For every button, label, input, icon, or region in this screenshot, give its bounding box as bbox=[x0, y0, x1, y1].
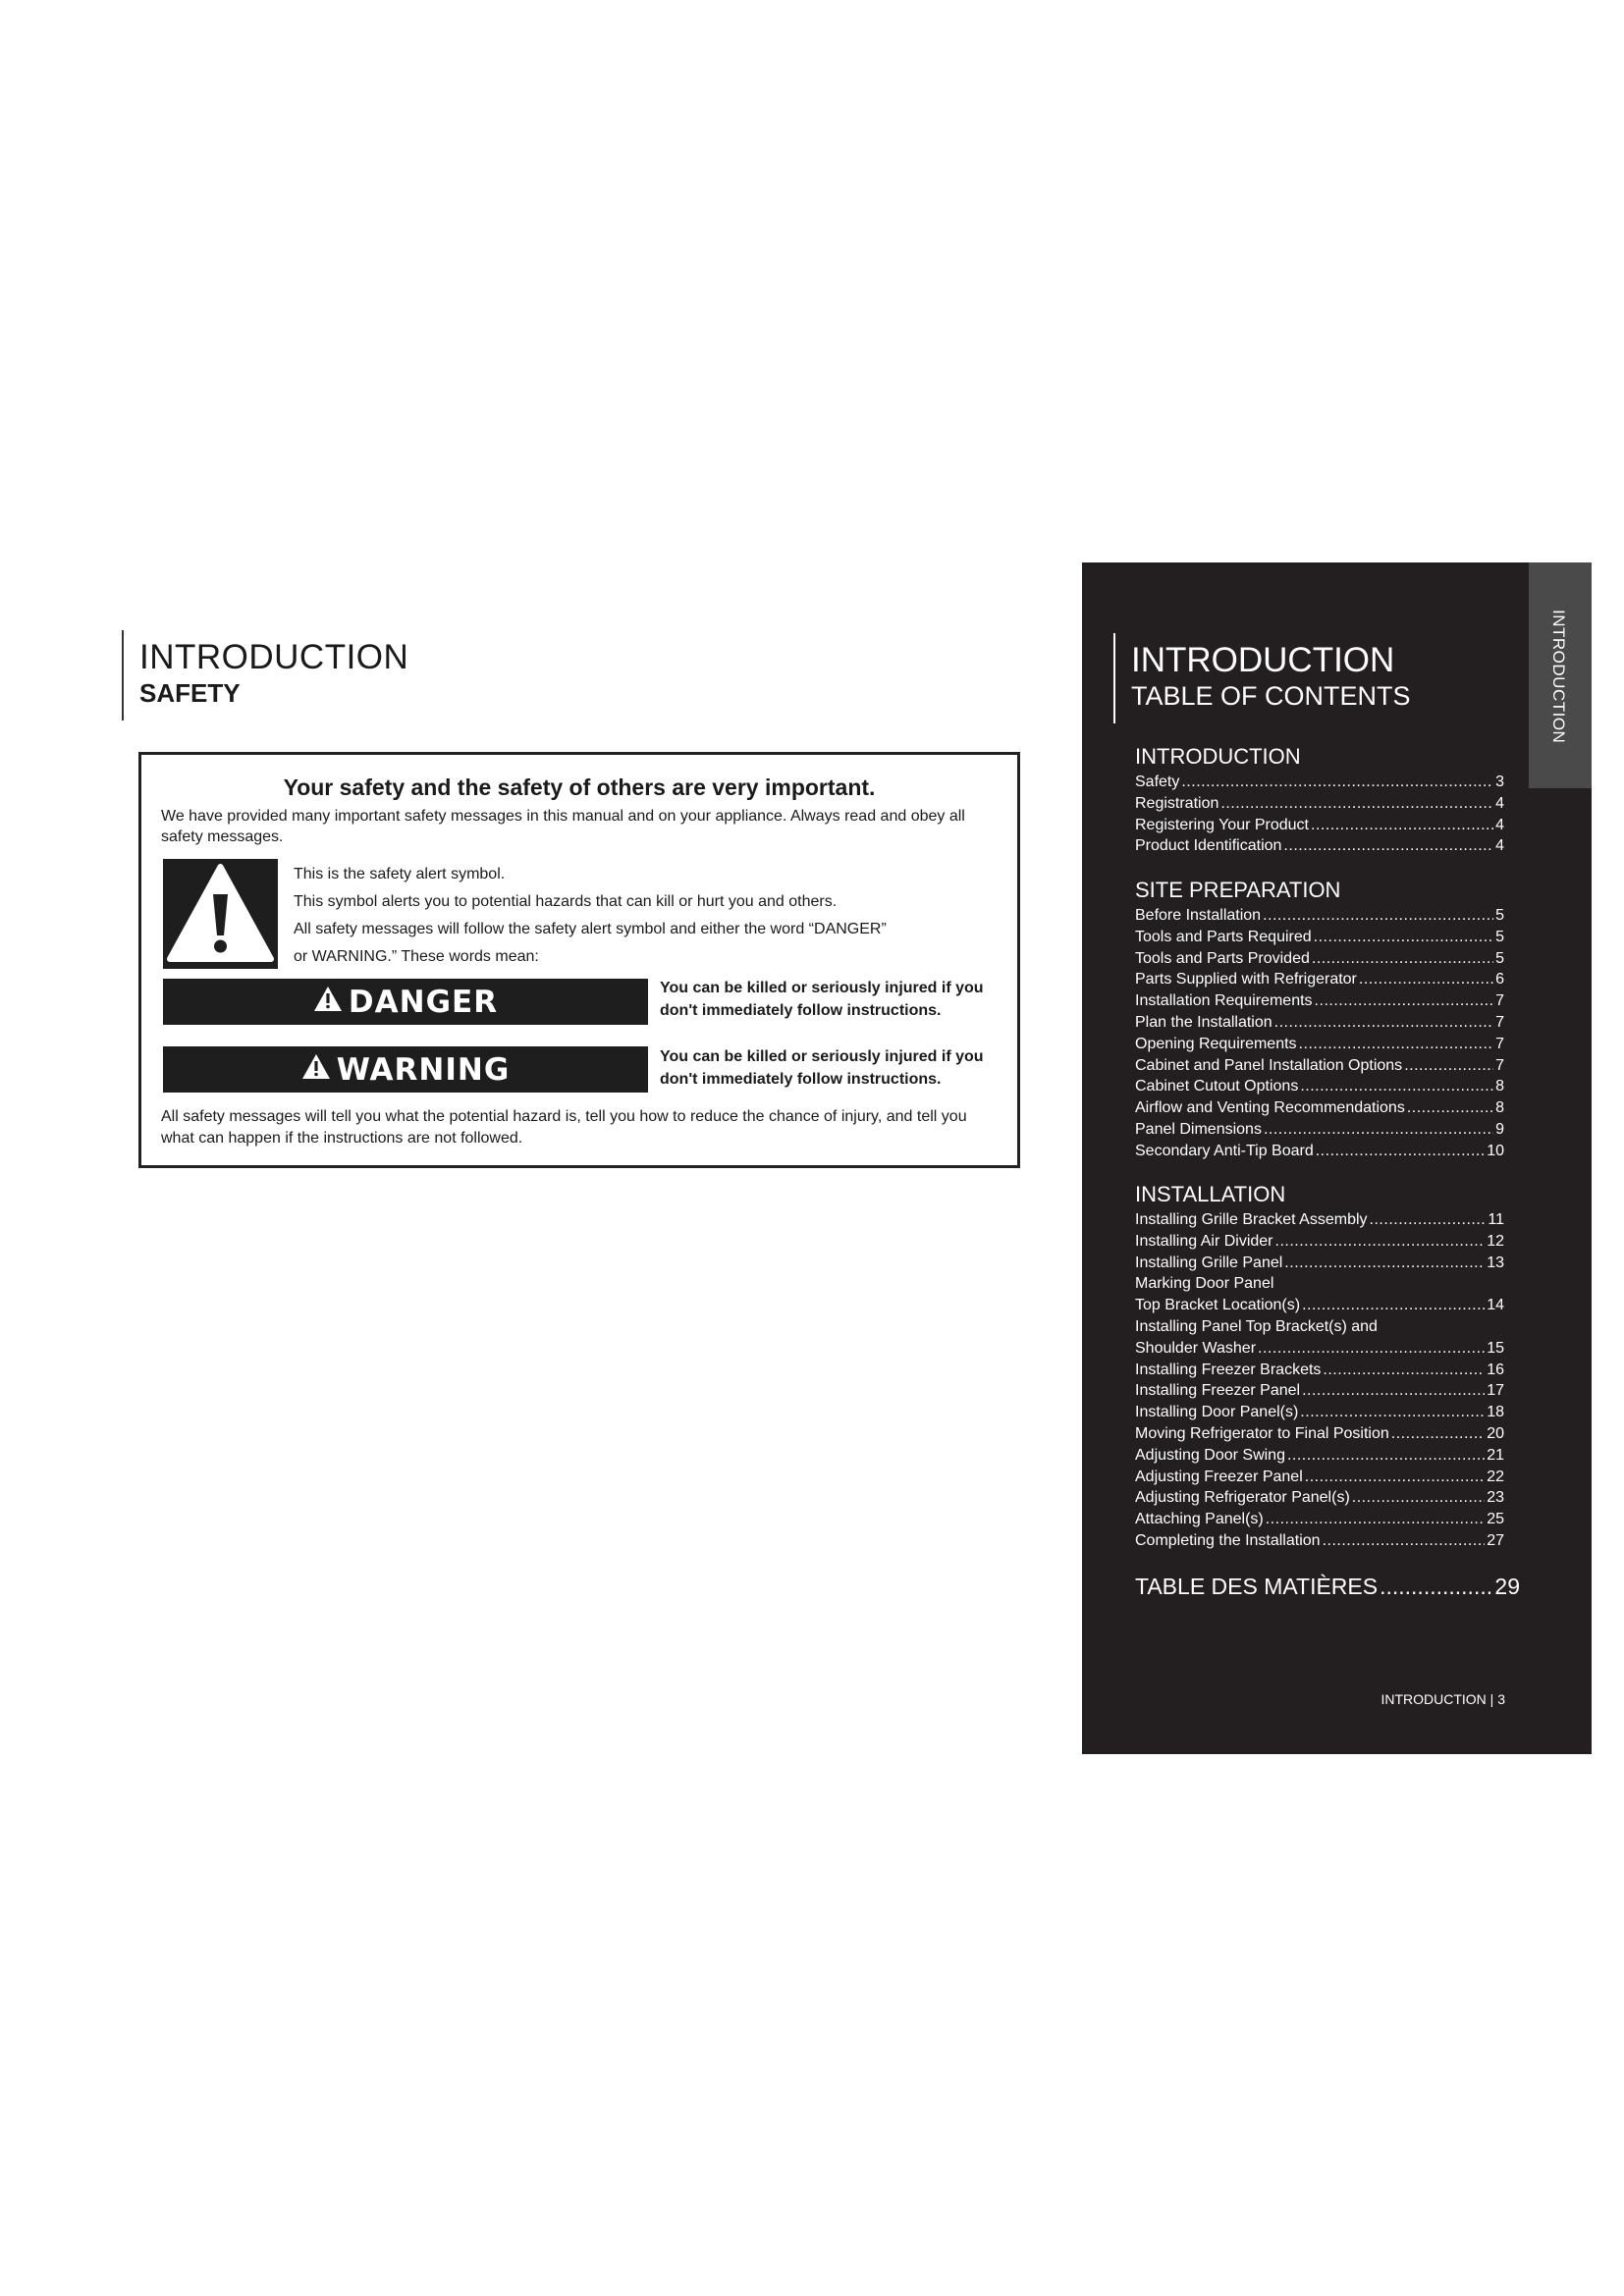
toc-item-label: Top Bracket Location(s) bbox=[1135, 1297, 1301, 1314]
toc-item-label: Installing Freezer Brackets bbox=[1135, 1361, 1322, 1378]
toc-item[interactable] bbox=[1135, 990, 1504, 1012]
toc-item-page: 16 bbox=[1487, 1361, 1504, 1378]
toc-item[interactable] bbox=[1135, 1445, 1504, 1467]
toc-item-label: Safety bbox=[1135, 774, 1180, 790]
toc-item[interactable] bbox=[1135, 1097, 1504, 1119]
toc-item-label: Tools and Parts Provided bbox=[1135, 949, 1310, 967]
toc-item-page: 8 bbox=[1495, 1078, 1504, 1095]
toc-french-page: 29 bbox=[1494, 1574, 1520, 1599]
side-tab[interactable] bbox=[1529, 562, 1592, 788]
toc-item[interactable] bbox=[1135, 1530, 1504, 1552]
toc-item-label: Adjusting Door Swing bbox=[1135, 1446, 1285, 1464]
toc-item-label: Secondary Anti-Tip Board bbox=[1135, 1142, 1314, 1159]
toc-item-page: 27 bbox=[1487, 1531, 1504, 1549]
toc-item[interactable] bbox=[1135, 1295, 1504, 1316]
toc-item-label: Plan the Installation bbox=[1135, 1013, 1272, 1031]
toc-item[interactable] bbox=[1135, 1423, 1504, 1445]
toc-item-page: 4 bbox=[1495, 816, 1504, 833]
toc-item-page: 11 bbox=[1488, 1211, 1504, 1228]
warning-banner bbox=[163, 1046, 648, 1093]
toc-item-page: 23 bbox=[1487, 1489, 1504, 1507]
toc-page-title: INTRODUCTION bbox=[1131, 641, 1395, 679]
toc-item-page: 25 bbox=[1487, 1511, 1504, 1528]
toc-item[interactable] bbox=[1135, 1209, 1504, 1231]
safety-message-box bbox=[138, 752, 1020, 1168]
toc-item-label: Airflow and Venting Recommendations bbox=[1135, 1099, 1405, 1117]
toc-item-label: Installing Grille Bracket Assembly bbox=[1135, 1211, 1368, 1228]
warning-triangle-icon bbox=[301, 1052, 331, 1088]
toc-item-label: Registering Your Product bbox=[1135, 816, 1309, 833]
toc-item-label: Opening Requirements bbox=[1135, 1035, 1297, 1052]
toc-item-page: 9 bbox=[1495, 1120, 1504, 1138]
toc-item-label: Tools and Parts Required bbox=[1135, 928, 1312, 945]
safety-intro: We have provided many important safety messages in this manual and on your appliance. Always read and obey all safety messages. bbox=[161, 808, 965, 845]
toc-item-label: Completing the Installation bbox=[1135, 1531, 1321, 1549]
toc-item-label: Product Identification bbox=[1135, 837, 1282, 855]
toc-item-label: Registration bbox=[1135, 794, 1219, 812]
toc-item-page: 17 bbox=[1487, 1382, 1504, 1400]
toc-item[interactable] bbox=[1135, 1487, 1504, 1509]
toc-item-page: 6 bbox=[1495, 971, 1504, 988]
toc-item-label: Adjusting Freezer Panel bbox=[1135, 1468, 1303, 1485]
section-subtitle: SAFETY bbox=[139, 678, 241, 708]
toc-item-label: Installing Freezer Panel bbox=[1135, 1382, 1301, 1400]
safety-alert-description bbox=[294, 861, 981, 971]
section-header bbox=[122, 630, 408, 721]
alert-line: This symbol alerts you to potential hazards that can kill or hurt you and others. bbox=[294, 893, 838, 910]
toc-item[interactable] bbox=[1135, 835, 1504, 857]
toc-item-page: 7 bbox=[1495, 1035, 1504, 1052]
toc-item[interactable] bbox=[1135, 927, 1504, 948]
toc-item-label: Shoulder Washer bbox=[1135, 1339, 1257, 1357]
page-footer: INTRODUCTION | 3 bbox=[1380, 1691, 1505, 1707]
toc-item-label: Installing Door Panel(s) bbox=[1135, 1404, 1299, 1421]
toc-item[interactable] bbox=[1135, 1076, 1504, 1097]
toc-item[interactable] bbox=[1135, 1119, 1504, 1141]
toc-french-label: TABLE DES MATIÈRES bbox=[1135, 1574, 1379, 1599]
alert-line: All safety messages will follow the safety alert symbol and either the word “DANGER” bbox=[294, 921, 887, 937]
toc-item[interactable] bbox=[1135, 1273, 1504, 1295]
safety-alert-icon bbox=[163, 859, 278, 969]
toc-item-page: 14 bbox=[1487, 1297, 1504, 1314]
toc-item-label: Installing Panel Top Bracket(s) and bbox=[1135, 1317, 1378, 1335]
toc-item-label: Cabinet and Panel Installation Options bbox=[1135, 1056, 1403, 1074]
toc-item[interactable] bbox=[1135, 815, 1504, 836]
toc-section-site-preparation bbox=[1135, 877, 1504, 1162]
toc-item-page: 5 bbox=[1495, 907, 1504, 924]
toc-item-page: 20 bbox=[1487, 1424, 1504, 1442]
toc-item-page: 7 bbox=[1495, 992, 1504, 1010]
table-of-contents-panel bbox=[1082, 562, 1592, 1754]
section-title: INTRODUCTION bbox=[139, 638, 409, 676]
toc-section-title: INTRODUCTION bbox=[1135, 744, 1301, 769]
toc-item-label: Panel Dimensions bbox=[1135, 1120, 1262, 1138]
toc-item-page: 7 bbox=[1495, 1056, 1504, 1074]
toc-item-page: 12 bbox=[1487, 1232, 1504, 1250]
toc-item-label: Marking Door Panel bbox=[1135, 1275, 1274, 1293]
danger-banner bbox=[163, 979, 648, 1025]
alert-line: or WARNING.” These words mean: bbox=[294, 948, 539, 965]
toc-item[interactable] bbox=[1135, 1012, 1504, 1034]
toc-item[interactable] bbox=[1135, 1360, 1504, 1381]
side-tab-label: INTRODUCTION bbox=[1549, 610, 1568, 744]
warning-label: WARNING bbox=[336, 1051, 511, 1088]
toc-item-label: Parts Supplied with Refrigerator bbox=[1135, 971, 1357, 988]
warning-description: You can be killed or seriously injured if you don't immediately follow instructions. bbox=[660, 1048, 984, 1088]
toc-item-page: 22 bbox=[1487, 1468, 1504, 1485]
toc-item-page: 3 bbox=[1495, 774, 1504, 790]
safety-headline: Your safety and the safety of others are very important. bbox=[283, 774, 876, 800]
toc-section-introduction bbox=[1135, 743, 1504, 857]
toc-item[interactable] bbox=[1135, 1141, 1504, 1162]
toc-item[interactable] bbox=[1135, 1338, 1504, 1360]
toc-section-installation bbox=[1135, 1181, 1504, 1552]
toc-item-page: 18 bbox=[1487, 1404, 1504, 1421]
toc-item-label: Installing Air Divider bbox=[1135, 1232, 1273, 1250]
toc-item[interactable] bbox=[1135, 1316, 1504, 1338]
toc-item[interactable] bbox=[1135, 793, 1504, 815]
toc-section-title: SITE PREPARATION bbox=[1135, 878, 1341, 902]
toc-item[interactable] bbox=[1135, 1034, 1504, 1055]
toc-item-page: 21 bbox=[1487, 1446, 1504, 1464]
toc-item[interactable] bbox=[1135, 948, 1504, 970]
toc-item-page: 4 bbox=[1495, 794, 1504, 812]
danger-description: You can be killed or seriously injured if you don't immediately follow instructions. bbox=[660, 980, 984, 1019]
toc-item[interactable] bbox=[1135, 772, 1504, 793]
toc-item[interactable] bbox=[1135, 1467, 1504, 1488]
toc-item-label: Installing Grille Panel bbox=[1135, 1254, 1283, 1271]
toc-header bbox=[1113, 633, 1411, 723]
danger-label: DANGER bbox=[348, 984, 499, 1020]
toc-item-label: Cabinet Cutout Options bbox=[1135, 1078, 1299, 1095]
toc-item[interactable] bbox=[1135, 1253, 1504, 1274]
toc-item[interactable] bbox=[1135, 1509, 1504, 1530]
toc-item[interactable] bbox=[1135, 905, 1504, 927]
toc-item-page: 5 bbox=[1495, 928, 1504, 945]
toc-item[interactable] bbox=[1135, 1380, 1504, 1402]
toc-item-page: 15 bbox=[1487, 1339, 1504, 1357]
toc-item-page: 4 bbox=[1495, 837, 1504, 855]
toc-item-label: Adjusting Refrigerator Panel(s) bbox=[1135, 1489, 1350, 1507]
toc-item-label: Moving Refrigerator to Final Position bbox=[1135, 1424, 1389, 1442]
toc-item-page: 7 bbox=[1495, 1013, 1504, 1031]
toc-title: TABLE OF CONTENTS bbox=[1131, 681, 1411, 711]
toc-french-link[interactable] bbox=[1135, 1574, 1520, 1600]
warning-triangle-icon bbox=[313, 985, 343, 1020]
toc-item-label: Attaching Panel(s) bbox=[1135, 1511, 1264, 1528]
toc-item-page: 8 bbox=[1495, 1099, 1504, 1117]
toc-section-title: INSTALLATION bbox=[1135, 1182, 1286, 1206]
toc-item[interactable] bbox=[1135, 969, 1504, 990]
toc-item[interactable] bbox=[1135, 1231, 1504, 1253]
toc-item-label: Before Installation bbox=[1135, 907, 1262, 924]
toc-item[interactable] bbox=[1135, 1402, 1504, 1423]
safety-closing: All safety messages will tell you what the potential hazard is, tell you how to reduce the chance of injury, and tell you what can happen if the instructions are not followed. bbox=[161, 1108, 967, 1147]
toc-item[interactable] bbox=[1135, 1055, 1504, 1077]
toc-item-page: 13 bbox=[1487, 1254, 1504, 1271]
alert-line: This is the safety alert symbol. bbox=[294, 866, 506, 882]
toc-item-page: 10 bbox=[1487, 1142, 1504, 1159]
toc-item-label: Installation Requirements bbox=[1135, 992, 1313, 1010]
toc-item-page: 5 bbox=[1495, 949, 1504, 967]
